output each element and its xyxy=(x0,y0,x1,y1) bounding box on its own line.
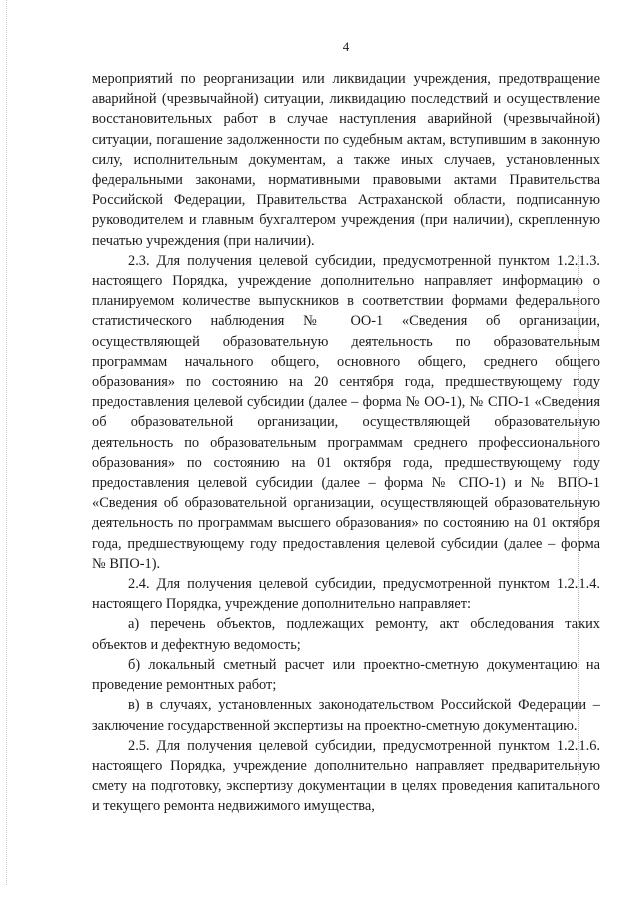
right-margin-scan-line xyxy=(578,255,579,775)
page-bottom-edge xyxy=(0,885,640,905)
left-margin-scan-line xyxy=(6,0,7,905)
paragraph-2-3: 2.3. Для получения целевой субсидии, предусмотренной пунктом 1.2.1.3. настоящего Порядка, учреждение дополнительно направляет информацию о планируемом количестве выпускников в соответствии формами федерального статистического наблюдения № ОО-1 «Сведения об организации, осуществляющей образовательную деятельность по образовательным программам начального общего, основного общего, среднего общего образования» по состоянию на 20 сентября года, предшествующему году предоставления целевой субсидии (далее – форма № ОО-1), № СПО-1 «Сведения об образовательной организации, осуществляющей образовательную деятельность по образовательным программам среднего профессионального образования» по состоянию на 01 октября года, предшествующему году предоставления целевой субсидии (далее – форма № СПО-1) и № ВПО-1 «Сведения об образовательной организации, осуществляющей образовательную деятельность по программам высшего образования» по состоянию на 01 октября года, предшествующему году предоставления целевой субсидии (далее – форма № ВПО-1). xyxy=(92,252,600,572)
paragraph-continuation: мероприятий по реорганизации или ликвидации учреждения, предотвращение аварийной (чрезвычайной) ситуации, ликвидацию последствий и осуществление восстановительных работ в случае наступления аварийной (чрезвычайной) ситуации, погашение задолженности по судебным актам, вступившим в законную силу, исполнительным документам, а также иных случаев, установленных федеральными законами, нормативными правовыми актами Правительства Российской Федерации, Правительства Астраханской области, подписанную руководителем и главным бухгалтером учреждения (при наличии), скрепленную печатью учреждения (при наличии). xyxy=(92,71,600,249)
paragraph-2-5: 2.5. Для получения целевой субсидии, предусмотренной пунктом 1.2.1.6. настоящего Порядка, учреждение дополнительно направляет предварительную смету на подготовку, экспертизу документации в целях проведения капитального и текущего ремонта недвижимого имущества, xyxy=(92,737,600,815)
paragraph-2-4-a: а) перечень объектов, подлежащих ремонту, акт обследования таких объектов и дефектную ведомость; xyxy=(92,616,600,653)
paragraph-2-4: 2.4. Для получения целевой субсидии, предусмотренной пунктом 1.2.1.4. настоящего Порядка, учреждение дополнительно направляет: xyxy=(92,576,600,613)
paragraph-2-4-c: в) в случаях, установленных законодательством Российской Федерации – заключение государственной экспертизы на проектно-сметную документацию. xyxy=(92,697,600,734)
paragraph-2-4-b: б) локальный сметный расчет или проектно-сметную документацию на проведение ремонтных работ; xyxy=(92,656,600,694)
document-body xyxy=(92,69,600,817)
page-number: 4 xyxy=(342,39,350,54)
